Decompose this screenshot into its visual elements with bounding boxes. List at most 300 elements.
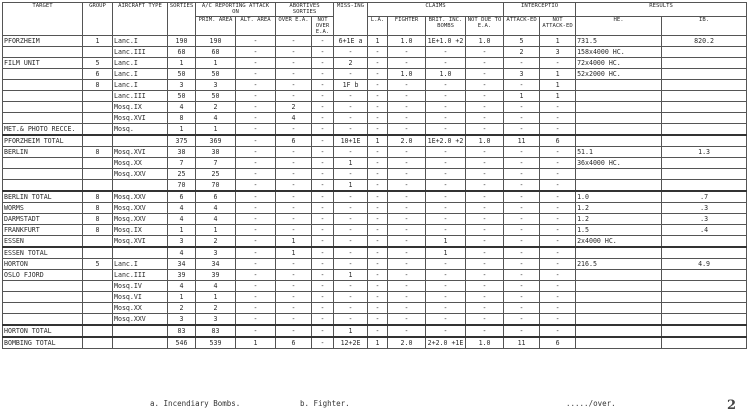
cell-sorties: 7 xyxy=(168,158,196,169)
cell-brit-inc-bombs: - xyxy=(426,259,466,270)
cell-sorties: 375 xyxy=(168,135,196,147)
cell-target xyxy=(3,292,83,303)
cell-fighter: - xyxy=(388,47,426,58)
cell-sorties: 4 xyxy=(168,247,196,259)
cell-not-attacked: - xyxy=(540,158,576,169)
cell-not-over-ea: - xyxy=(312,91,334,102)
cell-alt-area: - xyxy=(236,102,276,113)
cell-attacked: - xyxy=(504,124,540,136)
cell-over-ea: - xyxy=(276,203,312,214)
cell-aircraft-type: Mosq.XXV xyxy=(113,169,168,180)
header-claims: CLAIMS xyxy=(368,3,504,17)
cell-over-ea: - xyxy=(276,325,312,337)
cell-sorties: 83 xyxy=(168,325,196,337)
cell-sorties: 2 xyxy=(168,303,196,314)
cell-missing: 1 xyxy=(334,325,368,337)
cell-missing: - xyxy=(334,214,368,225)
cell-he xyxy=(576,102,662,113)
cell-primary-area: 83 xyxy=(196,325,236,337)
cell-aircraft-type: Lanc.I xyxy=(113,36,168,47)
cell-not-due-to-ea: - xyxy=(466,270,504,281)
cell-la: - xyxy=(368,292,388,303)
cell-not-due-to-ea: 1.0 xyxy=(466,337,504,349)
cell-not-due-to-ea: - xyxy=(466,191,504,203)
cell-target xyxy=(3,158,83,169)
cell-aircraft-type: Lanc.III xyxy=(113,47,168,58)
cell-primary-area: 7 xyxy=(196,158,236,169)
cell-not-attacked: - xyxy=(540,191,576,203)
cell-brit-inc-bombs: - xyxy=(426,270,466,281)
cell-primary-area: 50 xyxy=(196,91,236,102)
cell-not-due-to-ea: - xyxy=(466,158,504,169)
table-row xyxy=(3,214,747,225)
cell-sorties: 1 xyxy=(168,124,196,136)
cell-primary-area: 2 xyxy=(196,236,236,248)
cell-group: 8 xyxy=(83,191,113,203)
cell-group xyxy=(83,236,113,248)
cell-sorties: 4 xyxy=(168,214,196,225)
cell-attacked: 11 xyxy=(504,135,540,147)
cell-ib xyxy=(662,91,747,102)
cell-sorties: 1 xyxy=(168,58,196,69)
cell-he xyxy=(576,270,662,281)
footnote-b: b. Fighter. xyxy=(300,399,350,408)
cell-not-attacked: - xyxy=(540,247,576,259)
cell-fighter: - xyxy=(388,303,426,314)
cell-target xyxy=(3,80,83,91)
cell-he: 72x4000 HC. xyxy=(576,58,662,69)
cell-target xyxy=(3,102,83,113)
cell-la: - xyxy=(368,113,388,124)
cell-la: - xyxy=(368,102,388,113)
cell-target: ESSEN TOTAL xyxy=(3,247,83,259)
cell-he xyxy=(576,80,662,91)
cell-ib: .4 xyxy=(662,225,747,236)
cell-attacked: 11 xyxy=(504,337,540,349)
header-target: TARGET xyxy=(3,3,83,36)
cell-group xyxy=(83,270,113,281)
cell-not-over-ea: - xyxy=(312,225,334,236)
cell-not-due-to-ea: - xyxy=(466,325,504,337)
cell-fighter: - xyxy=(388,169,426,180)
cell-aircraft-type: Mosq.XXV xyxy=(113,191,168,203)
cell-sorties: 34 xyxy=(168,259,196,270)
cell-primary-area: 4 xyxy=(196,214,236,225)
cell-la: - xyxy=(368,58,388,69)
cell-primary-area: 6 xyxy=(196,191,236,203)
cell-missing: 1 xyxy=(334,180,368,192)
cell-fighter: - xyxy=(388,180,426,192)
cell-not-due-to-ea: - xyxy=(466,281,504,292)
cell-attacked: - xyxy=(504,203,540,214)
cell-attacked: - xyxy=(504,147,540,158)
table-row xyxy=(3,292,747,303)
header-aircraft-type: AIRCRAFT TYPE xyxy=(113,3,168,36)
table-row xyxy=(3,337,747,349)
cell-alt-area: - xyxy=(236,225,276,236)
cell-la: 1 xyxy=(368,135,388,147)
cell-not-due-to-ea: - xyxy=(466,303,504,314)
cell-ib xyxy=(662,102,747,113)
cell-ib xyxy=(662,47,747,58)
cell-alt-area: - xyxy=(236,292,276,303)
cell-alt-area: - xyxy=(236,303,276,314)
cell-attacked: - xyxy=(504,259,540,270)
cell-not-due-to-ea: - xyxy=(466,203,504,214)
cell-primary-area: 190 xyxy=(196,36,236,47)
cell-la: - xyxy=(368,225,388,236)
cell-ib xyxy=(662,303,747,314)
cell-ib xyxy=(662,247,747,259)
cell-fighter: - xyxy=(388,102,426,113)
cell-fighter: - xyxy=(388,236,426,248)
cell-brit-inc-bombs: - xyxy=(426,169,466,180)
table-body xyxy=(3,3,747,349)
cell-alt-area: - xyxy=(236,113,276,124)
cell-ib xyxy=(662,113,747,124)
cell-target xyxy=(3,314,83,326)
cell-target xyxy=(3,281,83,292)
cell-not-over-ea: - xyxy=(312,259,334,270)
cell-missing: - xyxy=(334,47,368,58)
cell-not-due-to-ea: - xyxy=(466,169,504,180)
cell-not-attacked: - xyxy=(540,314,576,326)
cell-primary-area: 3 xyxy=(196,314,236,326)
cell-not-attacked: - xyxy=(540,236,576,248)
cell-la: - xyxy=(368,236,388,248)
header-not-due-to-ea: NOT DUE TO E.A. xyxy=(466,17,504,36)
table-row xyxy=(3,69,747,80)
header-ac-reporting: A/C REPORTING ATTACK ON xyxy=(196,3,276,17)
header-not-attacked: NOT ATTACK-ED xyxy=(540,17,576,36)
cell-group: 8 xyxy=(83,80,113,91)
table-row xyxy=(3,180,747,192)
cell-primary-area: 39 xyxy=(196,270,236,281)
cell-primary-area: 4 xyxy=(196,203,236,214)
cell-la: - xyxy=(368,80,388,91)
page-mark: 2 xyxy=(727,398,737,413)
cell-fighter: - xyxy=(388,270,426,281)
cell-missing: - xyxy=(334,191,368,203)
cell-la: - xyxy=(368,180,388,192)
cell-brit-inc-bombs: - xyxy=(426,214,466,225)
header-la: L.A. xyxy=(368,17,388,36)
cell-alt-area: - xyxy=(236,247,276,259)
cell-group xyxy=(83,314,113,326)
cell-he xyxy=(576,247,662,259)
cell-he xyxy=(576,292,662,303)
cell-aircraft-type: Mosq.VI xyxy=(113,292,168,303)
cell-missing: 6+1E a xyxy=(334,36,368,47)
cell-aircraft-type: Lanc.I xyxy=(113,58,168,69)
cell-brit-inc-bombs: 1E+1.0 +2 xyxy=(426,36,466,47)
cell-not-attacked: - xyxy=(540,292,576,303)
header-abortives: ABORTIVES SORTIES xyxy=(276,3,334,17)
cell-attacked: - xyxy=(504,58,540,69)
cell-brit-inc-bombs: - xyxy=(426,314,466,326)
cell-primary-area: 3 xyxy=(196,247,236,259)
cell-not-attacked: - xyxy=(540,270,576,281)
cell-ib xyxy=(662,270,747,281)
cell-alt-area: - xyxy=(236,180,276,192)
cell-over-ea: - xyxy=(276,191,312,203)
cell-he: 1.0 xyxy=(576,191,662,203)
cell-not-over-ea: - xyxy=(312,124,334,136)
cell-la: - xyxy=(368,91,388,102)
table-row xyxy=(3,203,747,214)
cell-he: 52x2000 HC. xyxy=(576,69,662,80)
table-row xyxy=(3,80,747,91)
cell-group xyxy=(83,247,113,259)
cell-alt-area: - xyxy=(236,91,276,102)
cell-over-ea: - xyxy=(276,69,312,80)
cell-brit-inc-bombs: 1.0 xyxy=(426,69,466,80)
cell-he xyxy=(576,124,662,136)
cell-attacked: - xyxy=(504,314,540,326)
cell-group: 8 xyxy=(83,203,113,214)
cell-aircraft-type: Mosq.XX xyxy=(113,303,168,314)
cell-not-attacked: - xyxy=(540,102,576,113)
cell-sorties: 6 xyxy=(168,191,196,203)
cell-target: BERLIN TOTAL xyxy=(3,191,83,203)
cell-brit-inc-bombs: 2+2.0 +1E xyxy=(426,337,466,349)
cell-brit-inc-bombs: - xyxy=(426,225,466,236)
cell-he xyxy=(576,314,662,326)
cell-la: - xyxy=(368,191,388,203)
cell-over-ea: - xyxy=(276,259,312,270)
cell-aircraft-type: Mosq.XX xyxy=(113,158,168,169)
cell-attacked: - xyxy=(504,281,540,292)
cell-over-ea: - xyxy=(276,80,312,91)
cell-target: MET.& PHOTO RECCE. xyxy=(3,124,83,136)
header-he: HE. xyxy=(576,17,662,36)
cell-group: 5 xyxy=(83,58,113,69)
cell-not-over-ea: - xyxy=(312,169,334,180)
cell-not-over-ea: - xyxy=(312,69,334,80)
cell-not-due-to-ea: 1.0 xyxy=(466,135,504,147)
cell-primary-area: 369 xyxy=(196,135,236,147)
cell-he: 1.5 xyxy=(576,225,662,236)
cell-alt-area: - xyxy=(236,281,276,292)
cell-brit-inc-bombs: 1 xyxy=(426,236,466,248)
cell-over-ea: - xyxy=(276,58,312,69)
cell-over-ea: 4 xyxy=(276,113,312,124)
cell-ib xyxy=(662,292,747,303)
cell-ib xyxy=(662,180,747,192)
cell-not-over-ea: - xyxy=(312,147,334,158)
table-row xyxy=(3,58,747,69)
cell-brit-inc-bombs: - xyxy=(426,281,466,292)
cell-alt-area: 1 xyxy=(236,337,276,349)
table-row xyxy=(3,158,747,169)
cell-fighter: - xyxy=(388,191,426,203)
cell-aircraft-type: Mosq.XVI xyxy=(113,147,168,158)
cell-sorties: 3 xyxy=(168,236,196,248)
cell-he xyxy=(576,303,662,314)
cell-not-over-ea: - xyxy=(312,135,334,147)
cell-not-due-to-ea: - xyxy=(466,292,504,303)
cell-target xyxy=(3,69,83,80)
cell-missing: - xyxy=(334,225,368,236)
cell-attacked: - xyxy=(504,292,540,303)
cell-over-ea: - xyxy=(276,180,312,192)
cell-not-over-ea: - xyxy=(312,337,334,349)
cell-over-ea: - xyxy=(276,147,312,158)
cell-fighter: - xyxy=(388,203,426,214)
cell-he: 2x4000 HC. xyxy=(576,236,662,248)
cell-brit-inc-bombs: 1E+2.0 +2 xyxy=(426,135,466,147)
cell-brit-inc-bombs: - xyxy=(426,292,466,303)
cell-over-ea: - xyxy=(276,303,312,314)
cell-sorties: 546 xyxy=(168,337,196,349)
table-row xyxy=(3,124,747,136)
cell-target xyxy=(3,47,83,58)
cell-aircraft-type xyxy=(113,180,168,192)
cell-not-over-ea: - xyxy=(312,325,334,337)
cell-brit-inc-bombs: - xyxy=(426,147,466,158)
header-ib: IB. xyxy=(662,17,747,36)
cell-aircraft-type xyxy=(113,247,168,259)
cell-alt-area: - xyxy=(236,236,276,248)
over-note: ...../over. xyxy=(566,399,616,408)
cell-missing: - xyxy=(334,259,368,270)
header-attacked: ATTACK-ED xyxy=(504,17,540,36)
cell-group: 1 xyxy=(83,36,113,47)
cell-over-ea: - xyxy=(276,281,312,292)
cell-ib xyxy=(662,69,747,80)
cell-primary-area: 1 xyxy=(196,58,236,69)
cell-not-attacked: - xyxy=(540,203,576,214)
cell-group xyxy=(83,135,113,147)
cell-sorties: 70 xyxy=(168,180,196,192)
cell-la: - xyxy=(368,270,388,281)
cell-over-ea: - xyxy=(276,225,312,236)
cell-brit-inc-bombs: - xyxy=(426,124,466,136)
cell-missing: 10+1E xyxy=(334,135,368,147)
cell-aircraft-type xyxy=(113,325,168,337)
cell-la: - xyxy=(368,303,388,314)
cell-attacked: - xyxy=(504,102,540,113)
cell-brit-inc-bombs: - xyxy=(426,102,466,113)
cell-not-over-ea: - xyxy=(312,102,334,113)
cell-aircraft-type xyxy=(113,337,168,349)
cell-aircraft-type: Mosq. xyxy=(113,124,168,136)
cell-he xyxy=(576,281,662,292)
cell-not-over-ea: - xyxy=(312,191,334,203)
cell-target: OSLO FJORD xyxy=(3,270,83,281)
cell-fighter: - xyxy=(388,314,426,326)
cell-missing: 1 xyxy=(334,158,368,169)
cell-primary-area: 3 xyxy=(196,80,236,91)
cell-attacked: 2 xyxy=(504,47,540,58)
cell-sorties: 50 xyxy=(168,91,196,102)
cell-missing: 12+2E xyxy=(334,337,368,349)
table-row xyxy=(3,147,747,158)
cell-brit-inc-bombs: - xyxy=(426,158,466,169)
table-row xyxy=(3,236,747,248)
cell-alt-area: - xyxy=(236,135,276,147)
cell-fighter: - xyxy=(388,281,426,292)
cell-attacked: - xyxy=(504,225,540,236)
cell-he: 158x4000 HC. xyxy=(576,47,662,58)
cell-alt-area: - xyxy=(236,191,276,203)
table-row xyxy=(3,325,747,337)
cell-primary-area: 50 xyxy=(196,69,236,80)
header-fighter: FIGHTER xyxy=(388,17,426,36)
cell-group xyxy=(83,325,113,337)
cell-brit-inc-bombs: - xyxy=(426,80,466,91)
header-over-ea: OVER E.A. xyxy=(276,17,312,36)
cell-group xyxy=(83,292,113,303)
cell-not-attacked: - xyxy=(540,325,576,337)
cell-la: - xyxy=(368,124,388,136)
cell-attacked: - xyxy=(504,270,540,281)
cell-aircraft-type: Mosq.XXV xyxy=(113,214,168,225)
cell-not-attacked: 1 xyxy=(540,69,576,80)
cell-ib xyxy=(662,169,747,180)
operations-table xyxy=(2,2,747,349)
cell-fighter: - xyxy=(388,292,426,303)
cell-not-over-ea: - xyxy=(312,292,334,303)
cell-la: - xyxy=(368,147,388,158)
cell-target: PFORZHEIM xyxy=(3,36,83,47)
cell-group xyxy=(83,169,113,180)
cell-not-attacked: - xyxy=(540,303,576,314)
cell-group xyxy=(83,180,113,192)
cell-sorties: 190 xyxy=(168,36,196,47)
cell-attacked: 1 xyxy=(504,91,540,102)
cell-not-due-to-ea: 1.0 xyxy=(466,36,504,47)
header-alt-area: ALT. AREA xyxy=(236,17,276,36)
cell-alt-area: - xyxy=(236,58,276,69)
cell-brit-inc-bombs: - xyxy=(426,325,466,337)
cell-alt-area: - xyxy=(236,158,276,169)
cell-over-ea: - xyxy=(276,124,312,136)
cell-la: 1 xyxy=(368,337,388,349)
cell-sorties: 3 xyxy=(168,314,196,326)
cell-fighter: 1.0 xyxy=(388,36,426,47)
cell-not-attacked: - xyxy=(540,214,576,225)
cell-not-over-ea: - xyxy=(312,47,334,58)
cell-alt-area: - xyxy=(236,314,276,326)
cell-over-ea: - xyxy=(276,158,312,169)
cell-attacked: - xyxy=(504,236,540,248)
cell-missing: - xyxy=(334,314,368,326)
cell-target: ESSEN xyxy=(3,236,83,248)
cell-aircraft-type: Lanc.I xyxy=(113,80,168,91)
cell-missing: - xyxy=(334,91,368,102)
cell-fighter: - xyxy=(388,147,426,158)
cell-group: 8 xyxy=(83,147,113,158)
cell-la: - xyxy=(368,169,388,180)
cell-target: BERLIN xyxy=(3,147,83,158)
cell-ib xyxy=(662,124,747,136)
cell-brit-inc-bombs: - xyxy=(426,47,466,58)
cell-target xyxy=(3,180,83,192)
cell-aircraft-type: Mosq.XVI xyxy=(113,236,168,248)
cell-primary-area: 34 xyxy=(196,259,236,270)
operations-summary-sheet xyxy=(2,2,746,394)
cell-missing: 2 xyxy=(334,58,368,69)
table-row xyxy=(3,113,747,124)
cell-aircraft-type: Lanc.III xyxy=(113,270,168,281)
cell-not-due-to-ea: - xyxy=(466,47,504,58)
cell-not-due-to-ea: - xyxy=(466,236,504,248)
cell-alt-area: - xyxy=(236,214,276,225)
cell-he: 1.2 xyxy=(576,203,662,214)
table-row xyxy=(3,169,747,180)
header-missing: MISS-ING xyxy=(334,3,368,36)
